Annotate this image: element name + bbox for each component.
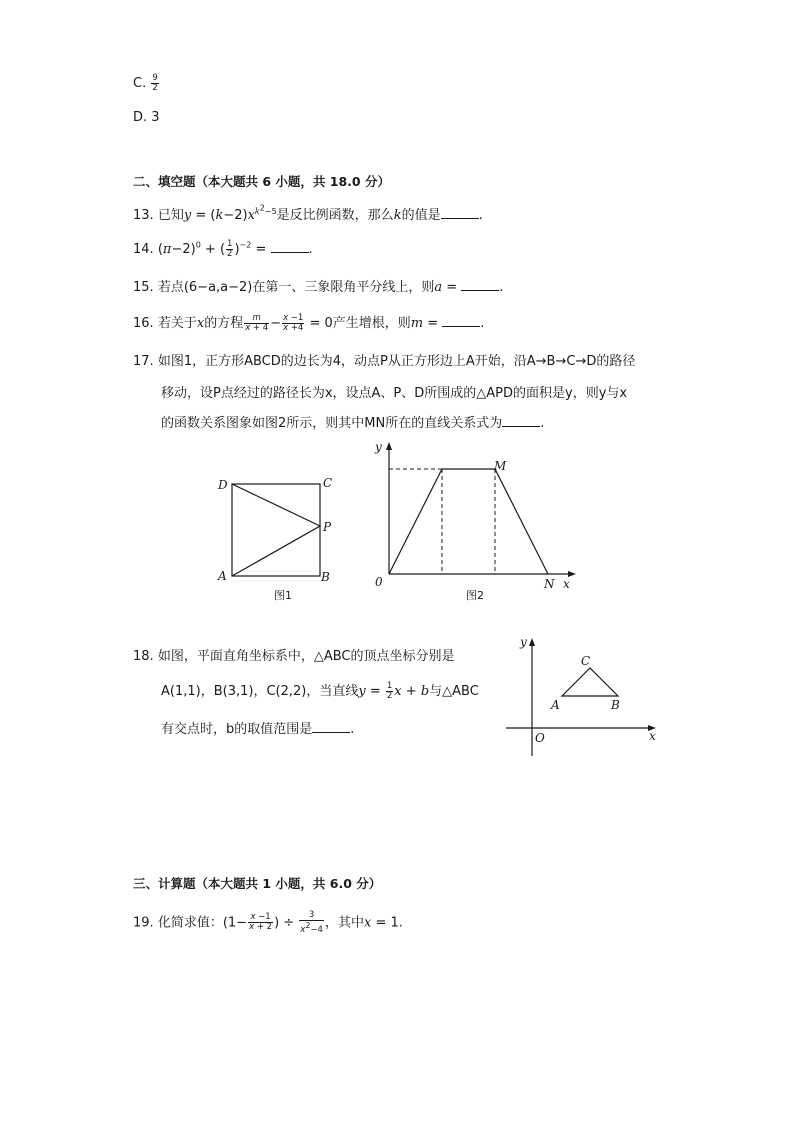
question-18-line-3 bbox=[161, 718, 354, 737]
label-a: A bbox=[218, 569, 227, 583]
label-c: C bbox=[581, 654, 591, 668]
q15-pre: 若点 bbox=[157, 280, 184, 295]
question-18-line-1 bbox=[133, 645, 455, 664]
option-d-label: D. bbox=[133, 110, 148, 125]
label-y: y bbox=[520, 635, 527, 649]
q15-end: . bbox=[499, 280, 504, 295]
question-17-line-3 bbox=[161, 412, 544, 431]
option-c-fraction: $\frac{9}{2}$ bbox=[152, 73, 158, 93]
answer-blank bbox=[461, 280, 499, 291]
label-b: B bbox=[321, 570, 330, 584]
q16-pre: 若关于 bbox=[157, 316, 197, 331]
label-origin: 0 bbox=[375, 575, 383, 589]
section-3-title: 三、计算题（本大题共 1 小题，共 6.0 分） bbox=[133, 876, 382, 891]
q16-mid: 的方程 bbox=[204, 316, 244, 331]
answer-blank bbox=[502, 416, 540, 427]
label-d: D bbox=[218, 478, 228, 492]
label-y: y bbox=[375, 440, 382, 454]
label-n: N bbox=[544, 577, 555, 591]
option-c-label: C. bbox=[133, 76, 147, 91]
label-c: C bbox=[323, 476, 333, 490]
graph-line bbox=[389, 469, 548, 574]
q18-line2b: 与△ABC bbox=[429, 684, 479, 699]
question-number: 13. bbox=[133, 207, 154, 223]
question-14: 14. $(\pi-2)^0$ + ( $\frac{1}{2}$ )$^{-2}$ = . bbox=[133, 239, 313, 259]
question-number: 19. bbox=[133, 915, 154, 931]
answer-blank bbox=[442, 316, 480, 327]
label-x: x bbox=[563, 577, 570, 591]
question-17-line-1 bbox=[133, 350, 635, 369]
q13-end: . bbox=[478, 207, 483, 223]
figure-2-caption: 图2 bbox=[466, 589, 484, 602]
label-b: B bbox=[611, 698, 620, 712]
q17-line1: 如图1，正方形ABCD的边长为4，动点P从正方形边上A开始，沿A→B→C→D的路径 bbox=[157, 354, 636, 369]
triangle-apd bbox=[232, 484, 320, 576]
question-number: 17. bbox=[133, 354, 154, 369]
label-origin: O bbox=[535, 731, 545, 745]
answer-blank bbox=[271, 242, 309, 253]
q19-end: . bbox=[398, 915, 403, 931]
question-13: 13. 已知$y = (k-2)x^{k^2-5}$是反比例函数，那么k的值是 . bbox=[133, 203, 483, 223]
option-d-value: 3 bbox=[151, 110, 160, 125]
label-x: x bbox=[649, 729, 656, 743]
label-a: A bbox=[551, 698, 560, 712]
question-16: 16. 若关于x的方程 $\frac{m}{x + 4}$ − $\frac{x -1}{x +4}$ = 0产生增根，则m = . bbox=[133, 313, 485, 333]
question-number: 18. bbox=[133, 649, 154, 664]
q16-end: . bbox=[480, 316, 485, 331]
q18-line3: 有交点时，b的取值范围是 bbox=[161, 722, 313, 737]
square-abcd bbox=[232, 484, 320, 576]
q19-pre: 化简求值： bbox=[157, 915, 223, 931]
option-d bbox=[133, 110, 160, 125]
q17-line3: 的函数关系图象如图2所示，则其中MN所在的直线关系式为 bbox=[161, 416, 503, 431]
q18-line1: 如图，平面直角坐标系中，△ABC的顶点坐标分别是 bbox=[157, 649, 455, 664]
question-17-line-2: 移动，设P点经过的路径长为x，设点A、P、D所围成的△APD的面积是y，则y与x bbox=[161, 386, 628, 401]
q19-post: ，其中 bbox=[324, 915, 364, 931]
q16-post: 产生增根，则 bbox=[332, 316, 411, 331]
question-number: 15. bbox=[133, 280, 154, 295]
y-axis-arrow bbox=[529, 638, 535, 646]
question-number: 16. bbox=[133, 316, 154, 331]
figure-q18-coordinate-plane bbox=[500, 630, 665, 762]
label-p: P bbox=[323, 520, 332, 534]
question-15: 15. 若点(6−a,a−2)在第一、三象限角平分线上，则a = . bbox=[133, 280, 504, 295]
q13-pre: 已知 bbox=[157, 207, 184, 223]
q15-post: 在第一、三象限角平分线上，则 bbox=[252, 280, 435, 295]
answer-blank bbox=[312, 722, 350, 733]
section-2-title: 二、填空题（本大题共 6 小题，共 18.0 分） bbox=[133, 174, 390, 189]
question-18-line-2: A(1,1)，B(3,1)，C(2,2)，当直线y = $\frac{1}{2}$ x + b与△ABC bbox=[161, 681, 479, 701]
q13-mid: 是反比例函数，那么 bbox=[276, 207, 394, 223]
triangle-abc bbox=[562, 668, 618, 696]
q18-line2a: A(1,1)，B(3,1)，C(2,2)，当直线 bbox=[161, 684, 359, 699]
answer-blank bbox=[441, 208, 479, 219]
question-number: 14. bbox=[133, 242, 154, 257]
question-19: 19. 化简求值：(1− $\frac{x -1}{x + 2}$ ) ÷ $\frac{3}{x^2-4}$ ，其中x = 1. bbox=[133, 910, 403, 935]
y-axis-arrow bbox=[386, 442, 392, 450]
q17-end: . bbox=[540, 416, 545, 431]
option-c bbox=[133, 74, 160, 93]
q15-point: (6−a,a−2) bbox=[183, 280, 253, 295]
figure-1-square bbox=[210, 470, 340, 610]
label-m: M bbox=[494, 459, 507, 473]
figure-2-graph bbox=[370, 438, 585, 608]
figure-1-caption: 图1 bbox=[274, 589, 292, 602]
q13-post: 的值是 bbox=[401, 207, 441, 223]
q18-end: . bbox=[350, 722, 355, 737]
